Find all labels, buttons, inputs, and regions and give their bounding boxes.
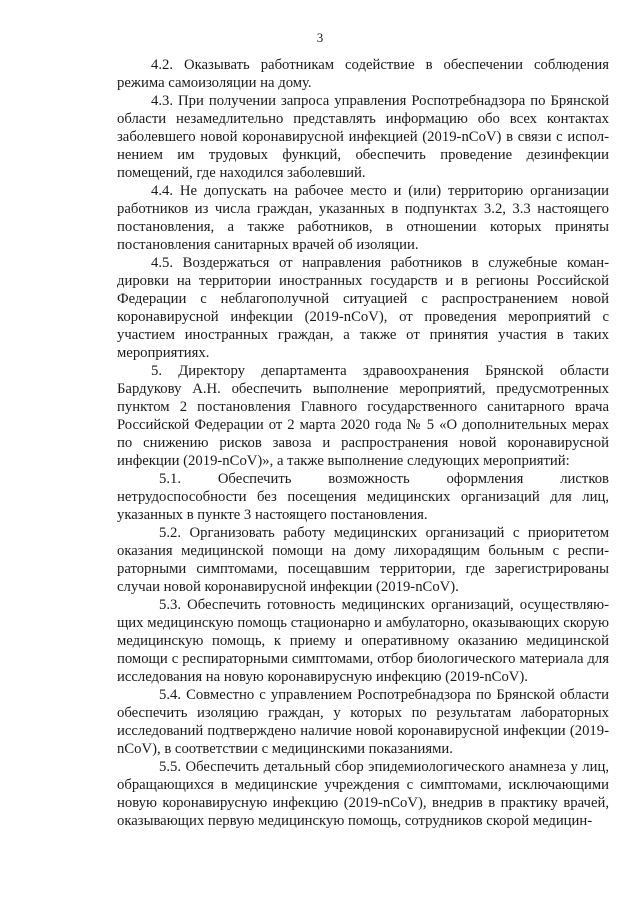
paragraph-4-5: 4.5. Воздержаться от направления работников в служебные командировки на территории иностранных государств и в регионы Российской Федерации с неблагополучной ситуацией с распространением новой коронавирусной инфекции (2019-nCoV), от проведения мероприятий с участием иностранных граждан, а также от принятия участия в таких мероприятиях. — [117, 255, 609, 361]
paragraph-4-4: 4.4. Не допускать на рабочее место и (или) территорию организации работников из числа граждан, указанных в подпунктах 3.2, 3.3 настоящего постановления, а также работников, в отношении которых приняты постановления санитарных врачей об изоляции. — [117, 183, 609, 253]
paragraph-5-5: 5.5. Обеспечить детальный сбор эпидемиологического анамнеза у лиц, обращающихся в медицинские учреждения с симптомами, исключающими новую коронавирусную инфекцию (2019-nCoV), внедрив в практику врачей, оказывающих первую медицинскую помощь, сотрудников скорой медицин- — [117, 759, 609, 829]
paragraph-5-3: 5.3. Обеспечить готовность медицинских организаций, осуществляющих медицинскую помощь стационарно и амбулаторно, оказывающих скорую медицинскую помощь, к приему и оперативному оказанию медицинской помощи с респираторными симптомами, отбор биологического материала для исследования на новую коронавирусную инфекцию (2019-nCoV). — [117, 597, 609, 685]
paragraph-4-2: 4.2. Оказывать работникам содействие в обеспечении соблюдения режима самоизоляции на дому. — [117, 57, 609, 91]
paragraph-5-2: 5.2. Организовать работу медицинских организаций с приоритетом оказания медицинской помощи на дому лихорадящим больным с респираторными симптомами, посещавшим территории, где зарегистрированы случаи новой коронавирусной инфекции (2019-nCoV). — [117, 525, 609, 595]
paragraph-4-3: 4.3. При получении запроса управления Роспотребнадзора по Брянской области незамедлительно представлять информацию обо всех контактах заболевшего новой коронавирусной инфекцией (2019-nCoV) в связи с исполнением им трудовых функций, обеспечить проведение дезинфекции помещений, где находился заболевший. — [117, 93, 609, 181]
paragraph-5-4: 5.4. Совместно с управлением Роспотребнадзора по Брянской области обеспечить изоляцию граждан, у которых по результатам лабораторных исследований подтверждено наличие новой коронавирусной инфекции (2019-nCoV), в соответствии с медицинскими показаниями. — [117, 687, 609, 757]
paragraph-5: 5. Директору департамента здравоохранения Брянской области Бардукову А.Н. обеспечить выполнение мероприятий, предусмотренных пунктом 2 постановления Главного государственного санитарного врача Российской Федерации от 2 марта 2020 года № 5 «О дополнительных мерах по снижению рисков завоза и распространения новой коронавирусной инфекции (2019-nCoV)», а также выполнение следующих мероприятий: — [117, 363, 609, 469]
paragraph-5-1: 5.1. Обеспечить возможность оформления листков нетрудоспособности без посещения медицинских организаций для лиц, указанных в пункте 3 настоящего постановления. — [117, 471, 609, 523]
page-number: 3 — [316, 30, 324, 45]
document-body — [117, 56, 609, 830]
